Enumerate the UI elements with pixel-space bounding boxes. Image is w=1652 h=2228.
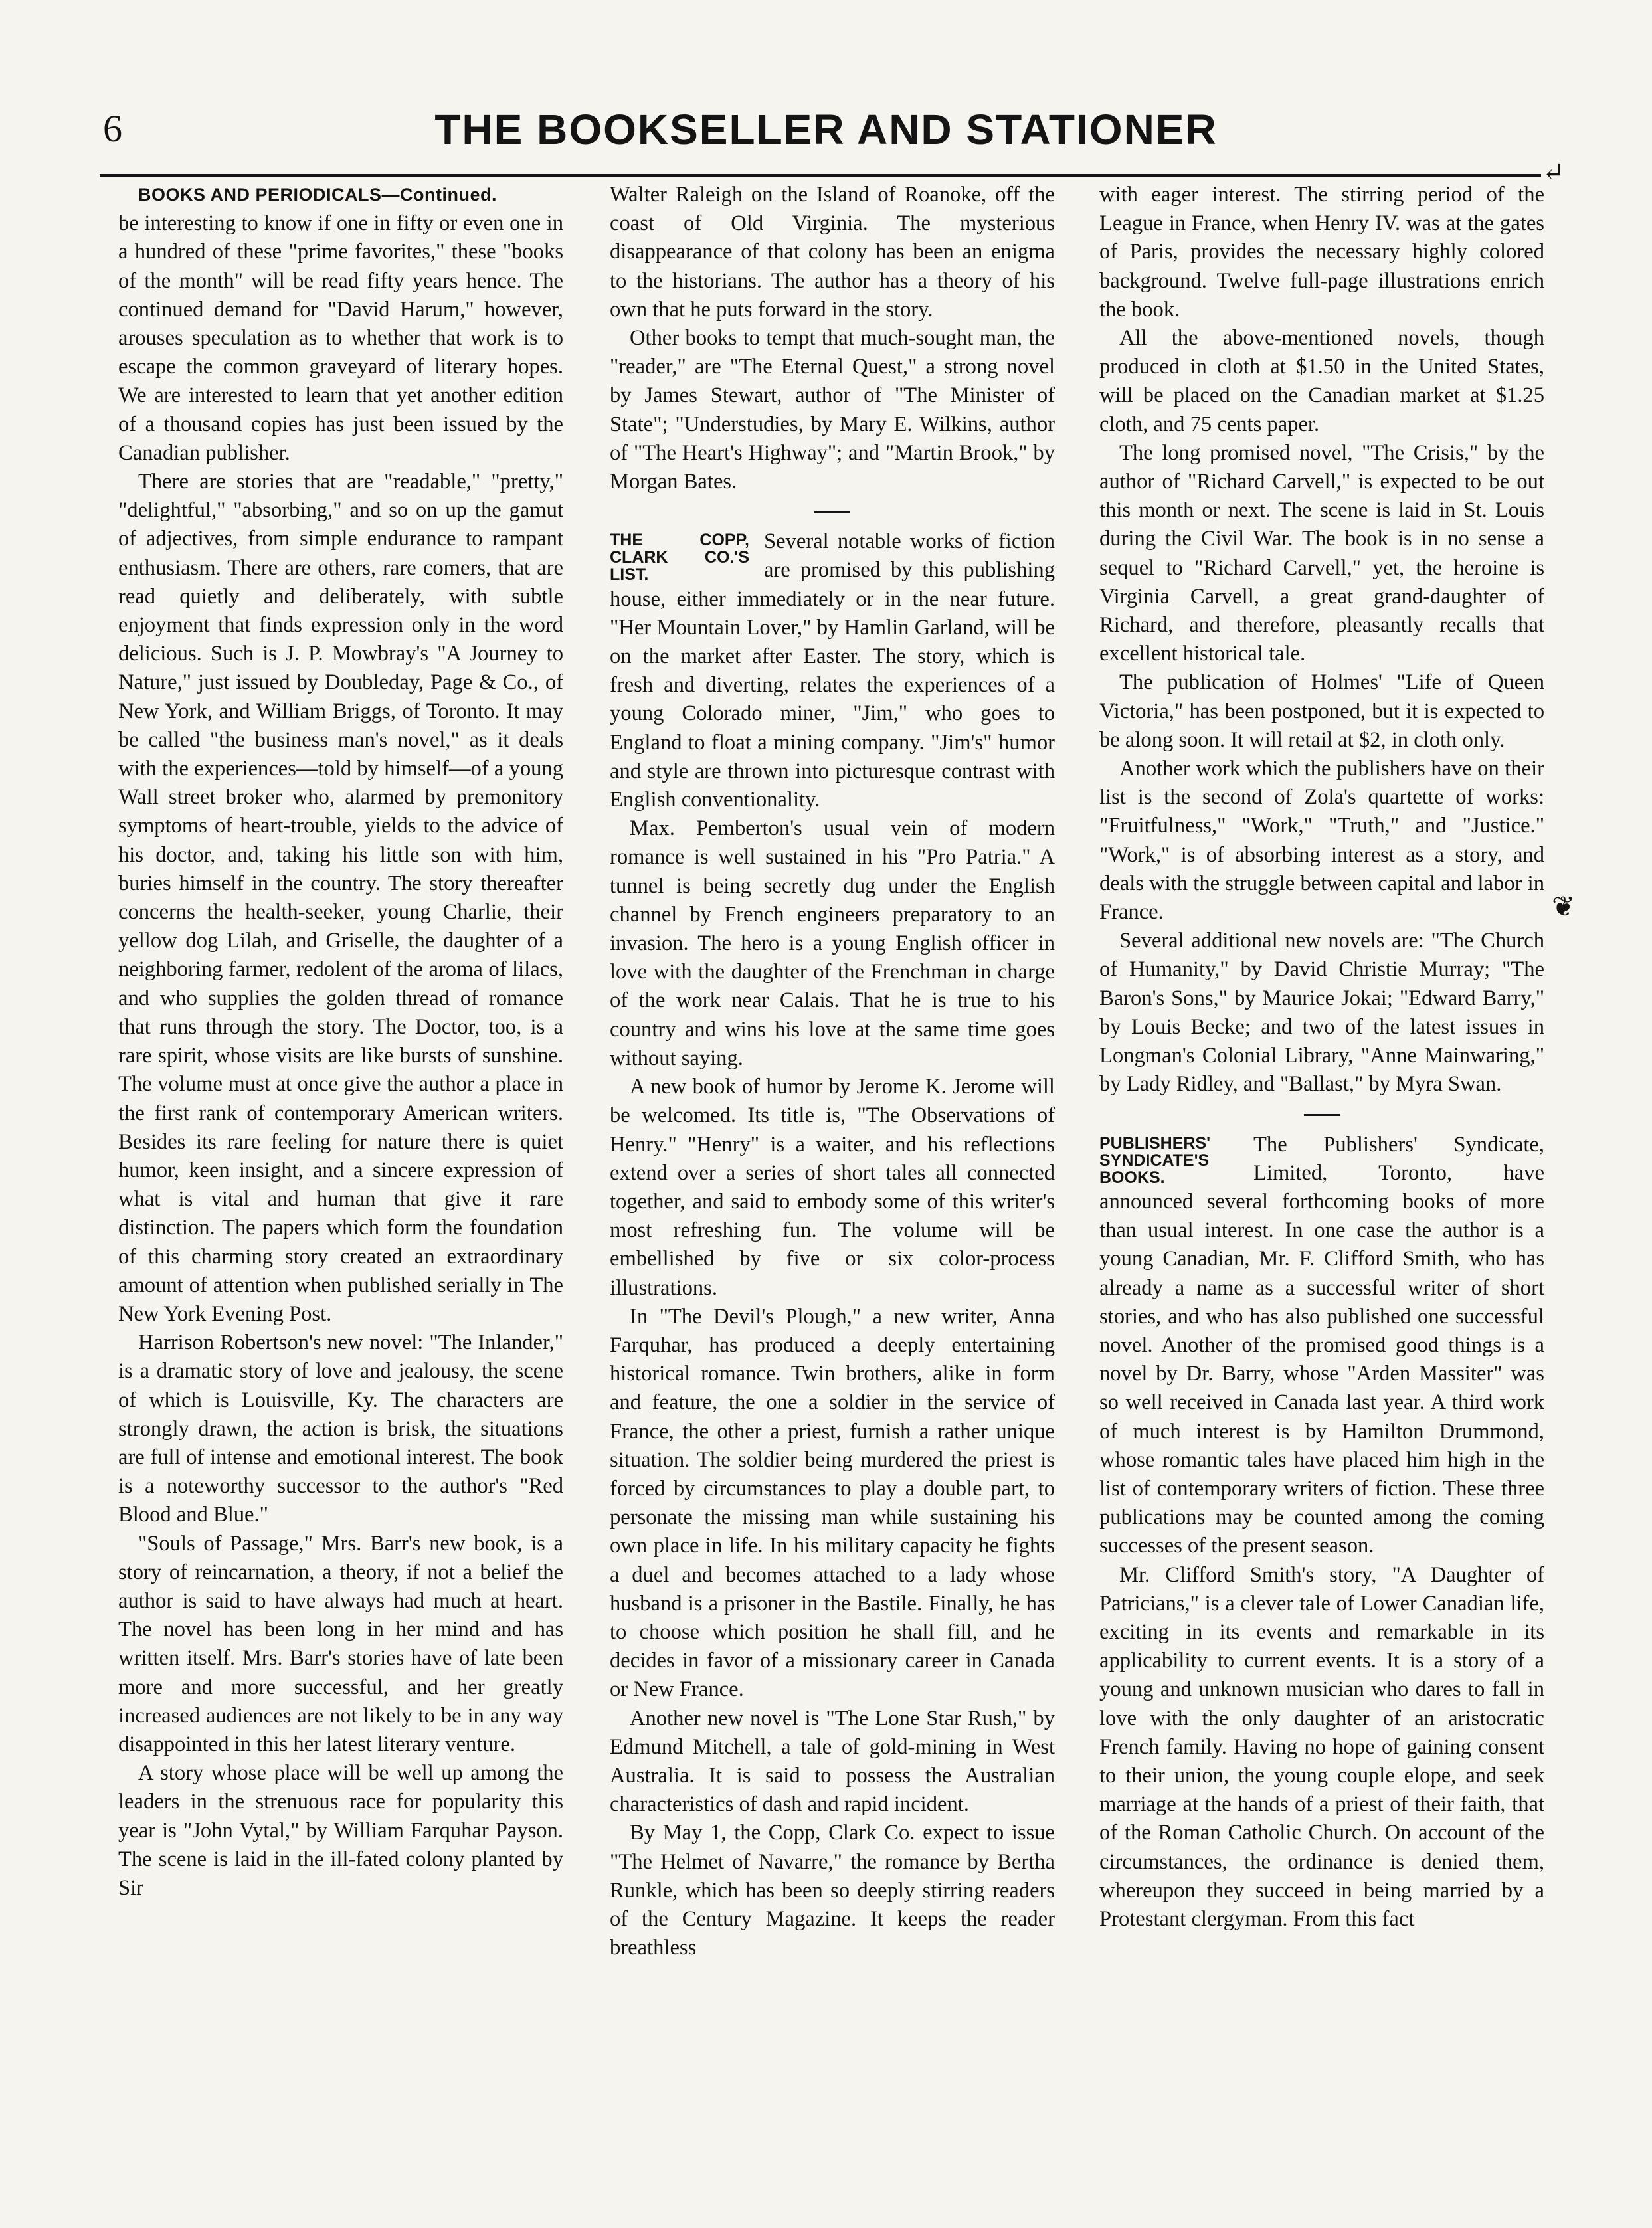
column-2 (610, 181, 1055, 2200)
article-paragraph: Another work which the publishers have on their list is the second of Zola's quartette of works: "Fruitfulness," "Work," "Truth," and "Justice." "Work," is of absorbing interest as a story, and deals with the struggle between capital and labor in France. (1099, 757, 1544, 925)
article-paragraph: By May 1, the Copp, Clark Co. expect to issue "The Helmet of Navarre," the romance by Bertha Runkle, which has been so deeply stirring readers of the Century Magazine. It keeps the reader breathless (610, 1821, 1055, 1960)
article-paragraph: Max. Pemberton's usual vein of modern romance is well sustained in his "Pro Patria." A tunnel is being secretly dug under the English channel by French engineers preparatory to an invasion. The hero is a young English officer in love with the daughter of the Frenchman in charge of the work near Calais. That he is true to his country and wins his love at the same time goes without saying. (610, 816, 1055, 1070)
article-paragraph: Mr. Clifford Smith's story, "A Daughter of Patricians," is a clever tale of Lower Canadian life, exciting in its events and remarkable in its applicability to current events. It is a story of a young and unknown musician who dares to fall in love with the only daughter of an aristocratic French family. Having no hope of gaining consent to their union, the young couple elope, and seek marriage at the hands of a priest of their faith, that of the Roman Catholic Church. On account of the circumstances, the ordinance is denied them, whereupon they succeed in being married by a Protestant clergyman. From this fact (1099, 1562, 1544, 1931)
header-rule (100, 174, 1541, 177)
article-paragraph: The Publishers' Syndicate, Limited, Toronto, have announced several forthcoming books of more than usual interest. In one case the author is a young Canadian, Mr. F. Clifford Smith, who has already a name as a successful writer of short stories, and who has also published one successful novel. Another of the promised good things is a novel by Dr. Barry, whose "Arden Massiter" was so well received in Canada last year. A third work of much interest is by Hamilton Drummond, whose romantic tales have placed him high in the list of contemporary writers of fiction. These three publications may be counted among the coming successes of the present season. (1099, 1132, 1544, 1558)
article-paragraph: A story whose place will be well up among the leaders in the strenuous race for popularity this year is "John Vytal," by William Farquhar Payson. The scene is laid in the ill-fated colony planted by Sir (118, 1761, 563, 1900)
masthead-title: THE BOOKSELLER AND STATIONER (434, 106, 1218, 153)
article-paragraph: "Souls of Passage," Mrs. Barr's new book, is a story of reincarnation, a theory, if not a belief the author is said to have always had much at heart. The novel has been long in her mind and has written itself. Mrs. Barr's stories have of late been more and more successful, and her greatly increased audiences are not likely to be in any way disappointed in this her latest literary venture. (118, 1531, 563, 1756)
article-paragraph: In "The Devil's Plough," a new writer, Anna Farquhar, has produced a deeply entertaining historical romance. Twin brothers, alike in form and feature, the one a soldier in the service of France, the other a priest, furnish a rather unique situation. The soldier being murdered the priest is forced by circumstances to play a double part, to personate the missing man while sustaining his own place in life. In his military capacity he fights a duel and becomes attached to a lady whose husband is a prisoner in the Bastile. Finally, he has to choose which position he shall fill, and he decides in favor of a missionary career in Canada or New France. (610, 1304, 1055, 1702)
article-paragraph: Other books to tempt that much-sought man, the "reader," are "The Eternal Quest," a strong novel by James Stewart, author of "The Minister of State"; "Understudies, by Mary E. Wilkins, author of "The Heart's Highway"; and "Martin Brook," by Morgan Bates. (610, 326, 1055, 494)
section-divider (1304, 1114, 1340, 1116)
article-paragraph: Several additional new novels are: "The Church of Humanity," by David Christie Murray; "The Baron's Sons," by Maurice Jokai; "Edward Barry," by Louis Becke; and two of the latest issues in Longman's Colonial Library, "Anne Mainwaring," by Lady Ridley, and "Ballast," by Myra Swan. (1099, 929, 1544, 1097)
margin-pointer-mark: ❦ (1552, 892, 1576, 923)
copp-clark-section (610, 527, 1055, 814)
article-paragraph: Another new novel is "The Lone Star Rush," by Edmund Mitchell, a tale of gold-mining in West Australia. It is said to possess the Australian characteristics of dash and rapid incident. (610, 1706, 1055, 1817)
section-heading: BOOKS AND PERIODICALS—Continued. (138, 185, 497, 205)
article-paragraph: be interesting to know if one in fifty or even one in a hundred of these "prime favorites," these "books of the month" will be read fifty years hence. The continued demand for "David Harum," however, arouses speculation as to whether that work is to escape the common graveyard of literary hopes. We are interested to learn that yet another edition of a thousand copies has just been issued by the Canadian publisher. (118, 211, 563, 465)
rule-end-mark: ↵ (1542, 157, 1565, 187)
article-paragraph: All the above-mentioned novels, though produced in cloth at $1.50 in the United States, will be placed on the Canadian market at $1.25 cloth, and 75 cents paper. (1099, 326, 1544, 436)
article-paragraph: Walter Raleigh on the Island of Roanoke, off the coast of Old Virginia. The mysterious disappearance of that colony has been an enigma to the historians. The author has a theory of his own that he puts forward in the story. (610, 183, 1055, 322)
article-paragraph: Harrison Robertson's new novel: "The Inlander," is a dramatic story of love and jealousy, the scene of which is Louisville, Ky. The characters are strongly drawn, the action is brisk, the situations are full of intense and emotional interest. The book is a noteworthy successor to the author's "Red Blood and Blue." (118, 1331, 563, 1527)
side-heading: THE COPP, CLARK CO.'S LIST. (610, 531, 749, 585)
article-paragraph: The long promised novel, "The Crisis," by the author of "Richard Carvell," is expected to be out this month or next. The scene is laid in St. Louis during the Civil War. The book is in no sense a sequel to "Richard Carvell," yet, the heroine is Virginia Carvell, a great grand-daughter of Richard, and therefore, pleasantly recalls that excellent historical tale. (1099, 440, 1544, 666)
article-paragraph: The publication of Holmes' "Life of Queen Victoria," has been postponed, but it is expected to be along soon. It will retail at $2, in cloth only. (1099, 670, 1544, 752)
column-1 (118, 181, 563, 2200)
column-3 (1099, 181, 1544, 2200)
section-divider (814, 511, 850, 513)
publishers-syndicate-section (1099, 1131, 1544, 1561)
page-number: 6 (103, 107, 122, 150)
article-paragraph: Several notable works of fiction are promised by this publishing house, either immediately or in the near future. "Her Mountain Lover," by Hamlin Garland, will be on the market after Easter. The story, which is fresh and diverting, relates the experiences of a young Colorado miner, "Jim," who goes to England to float a mining company. "Jim's" humor and style are thrown into picturesque contrast with English conventionality. (610, 529, 1055, 812)
article-paragraph: with eager interest. The stirring period of the League in France, when Henry IV. was at the gates of Paris, provides the necessary highly colored background. Twelve full-page illustrations enrich the book. (1099, 183, 1544, 322)
article-paragraph: A new book of humor by Jerome K. Jerome will be welcomed. Its title is, "The Observations of Henry." "Henry" is a waiter, and his reflections extend over a series of short tales all connected together, and said to embody some of this writer's most refreshing fun. The volume will be embellished by five or six color-process illustrations. (610, 1075, 1055, 1300)
side-heading: PUBLISHERS' SYNDICATE'S BOOKS. (1099, 1133, 1211, 1187)
article-paragraph: There are stories that are "readable," "pretty," "delightful," "absorbing," and so on up the gamut of adjectives, from simple endurance to rampant enthusiasm. There are others, rare comers, that are read quietly and deliberately, with subtle enjoyment that finds expression only in the word delicious. Such is J. P. Mowbray's "A Journey to Nature," just issued by Doubleday, Page & Co., of New York, and William Briggs, of Toronto. It may be called "the business man's novel," as it deals with the experiences—told by himself—of a young Wall street broker who, alarmed by premonitory symptoms of heart-trouble, yields to the advice of his doctor, and, taking his little son with him, buries himself in the country. The story thereafter concerns the health-seeker, young Charlie, their yellow dog Lilah, and Griselle, the daughter of a neighboring farmer, redolent of the aroma of lilacs, and who supplies the golden thread of romance that runs through the story. The Doctor, too, is a rare spirit, whose visits are like bursts of sunshine. The volume must at once give the author a place in the first rank of contemporary American writers. Besides its rare feeling for nature there is quiet humor, keen insight, and a sincere expression of what is vital and human that give it rare distinction. The papers which form the foundation of this charming story created an extraordinary amount of attention when published serially in The New York Evening Post. (118, 470, 563, 1326)
